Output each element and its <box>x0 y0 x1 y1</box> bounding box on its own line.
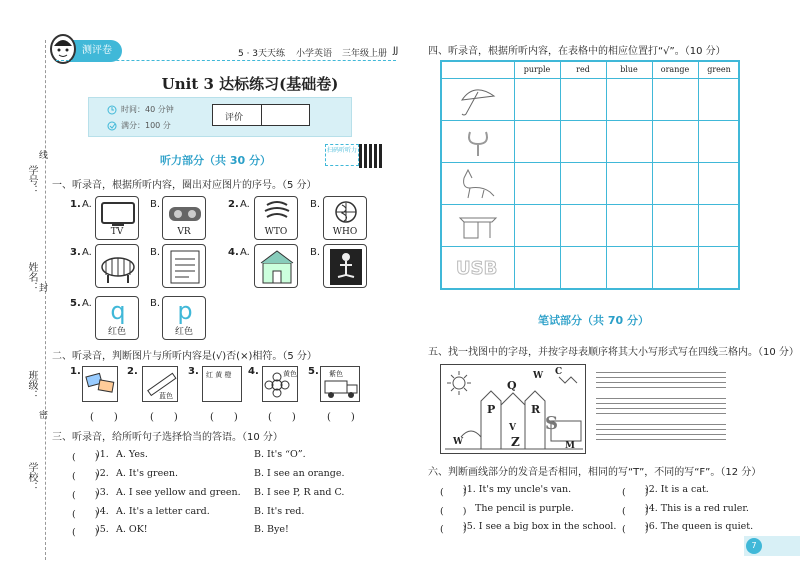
header-subject: 小学英语 <box>296 49 333 59</box>
brand-badge: 测评卷 <box>58 40 122 62</box>
q3-option-b: B. I see an orange. <box>254 468 345 479</box>
who-caption: WHO <box>332 227 358 237</box>
tv-caption: TV <box>110 227 124 237</box>
q3-option-b: B. It's “O”. <box>254 449 306 460</box>
q3-option-a: )4. <box>96 506 109 517</box>
q6-sentence: The pencil is purple. <box>475 503 574 514</box>
q3-paren[interactable]: ( ) <box>72 509 99 520</box>
q1-option-a[interactable]: A. <box>82 199 92 210</box>
eval-box <box>212 104 310 126</box>
q2-title: 二、听录音，判断图片与所听内容是(√)否(×)相符。（5 分） <box>52 351 317 362</box>
zebra-image[interactable] <box>95 244 139 288</box>
hidden-letter: M <box>565 441 575 451</box>
header-grade: 三年级上册 <box>342 49 388 59</box>
seal-mark: 密 <box>37 410 47 419</box>
q6-sentence: )5. I see a big box in the school. <box>463 521 617 532</box>
q2-image-colors <box>202 366 242 402</box>
school-label: 学校： <box>26 462 37 492</box>
written-section-title: 笔试部分（共 70 分） <box>538 314 649 327</box>
q6-paren[interactable]: ( ) <box>440 524 467 535</box>
letter-paper-image[interactable] <box>162 244 206 288</box>
seal-mark: 封 <box>37 283 47 292</box>
letter-hunt-picture <box>440 364 586 454</box>
q6-sentence: )1. It's my uncle's van. <box>463 484 572 495</box>
letter-p: p <box>177 297 193 325</box>
q2-label: 红 黄 橙 <box>206 371 232 379</box>
q3-option-b: B. I see P, R and C. <box>254 487 345 498</box>
q6-title: 六、判断画线部分的发音是否相同，相同的写“T”，不同的写“F”。（12 分） <box>428 467 762 478</box>
q3-option-b: B. It's red. <box>254 506 305 517</box>
q3-paren[interactable]: ( ) <box>72 452 99 463</box>
q3-option-a: A. Yes. <box>116 449 148 460</box>
q6-paren[interactable]: ( ) <box>440 506 467 517</box>
q2-num: 5. <box>308 366 319 377</box>
student-id-label: 学号： <box>26 165 37 195</box>
q1-item-num: 2. <box>228 199 239 210</box>
q2-answer-paren[interactable]: ( ) <box>327 412 355 423</box>
q3-option-a: )1. <box>96 449 109 460</box>
vr-headset-image[interactable] <box>162 196 206 240</box>
col-green: green <box>707 65 731 74</box>
q1-option-b[interactable]: B. <box>150 247 161 258</box>
q6-sentence: )6. The queen is quiet. <box>645 521 754 532</box>
col-orange: orange <box>660 65 690 74</box>
wto-caption: WTO <box>264 227 288 237</box>
q1-option-a[interactable]: A. <box>240 199 250 210</box>
q3-paren[interactable]: ( ) <box>72 490 99 501</box>
page-title: Unit 3 达标练习(基础卷) <box>161 75 339 93</box>
check-icon <box>107 121 117 131</box>
col-blue: blue <box>620 65 638 74</box>
q1-option-b[interactable]: B. <box>150 199 161 210</box>
four-line-writing-area[interactable] <box>596 424 726 440</box>
q5-title: 五、找一找图中的字母，并按字母表顺序将其大小写形式写在四线三格内。（10 分） <box>428 347 799 358</box>
q3-option-a: A. OK! <box>116 524 148 535</box>
tv-image[interactable] <box>95 196 139 240</box>
q2-num: 2. <box>127 366 138 377</box>
q6-paren[interactable]: ( ) <box>440 487 467 498</box>
q3-paren[interactable]: ( ) <box>72 527 99 538</box>
q1-item-num: 1. <box>70 199 81 210</box>
letter-p-caption: 红色 <box>174 327 193 337</box>
hidden-letter: W <box>453 437 464 447</box>
q2-answer-paren[interactable]: ( ) <box>90 412 118 423</box>
q6-paren[interactable]: ( ) <box>622 506 649 517</box>
who-logo-image[interactable] <box>323 196 367 240</box>
desk-icon <box>454 208 502 244</box>
letter-q-caption: 红色 <box>107 327 126 337</box>
hidden-letter: R <box>531 403 541 416</box>
page-number-tab <box>744 536 800 556</box>
q2-image-flower <box>262 366 298 402</box>
hidden-letter: Q <box>507 379 517 392</box>
header-divider <box>56 60 396 61</box>
q3-option-a: A. It's green. <box>116 468 178 479</box>
class-label: 班级： <box>26 370 37 400</box>
q3-option-a: )2. <box>96 468 109 479</box>
four-line-writing-area[interactable] <box>596 398 726 414</box>
hidden-letter: Z <box>511 435 520 449</box>
q3-option-a: )3. <box>96 487 109 498</box>
time-label: 时间：40 分钟 <box>121 105 174 114</box>
q3-option-b: B. Bye! <box>254 524 289 535</box>
hidden-letter: V <box>509 423 516 433</box>
q6-sentence: )4. This is a red ruler. <box>645 503 749 514</box>
binding-line <box>45 40 46 560</box>
q2-label: 紫色 <box>329 370 343 378</box>
score-label: 满分：100 分 <box>121 121 171 130</box>
q1-option-b[interactable]: B. <box>310 247 321 258</box>
q2-answer-paren[interactable]: ( ) <box>150 412 178 423</box>
q2-num: 4. <box>248 366 259 377</box>
letter-q: q <box>110 297 126 325</box>
q3-option-a: )5. <box>96 524 109 535</box>
q3-title: 三、听录音，给所听句子选择恰当的答语。（10 分） <box>52 432 283 443</box>
q1-option-b[interactable]: B. <box>150 298 161 309</box>
q2-label: 蓝色 <box>159 392 173 400</box>
q1-item-num: 5. <box>70 298 81 309</box>
q3-option-a: A. It's a letter card. <box>116 506 210 517</box>
letter-q-card[interactable] <box>95 296 139 340</box>
wto-logo-image[interactable] <box>254 196 298 240</box>
cat-icon <box>454 166 502 202</box>
hidden-letter: W <box>533 371 544 381</box>
page-number: 7 <box>746 538 762 554</box>
q1-option-b[interactable]: B. <box>310 199 321 210</box>
q2-image-truck <box>320 366 360 402</box>
hidden-letter: S <box>545 413 558 434</box>
q6-sentence: )2. It is a cat. <box>645 484 709 495</box>
skeleton-image[interactable] <box>323 244 367 288</box>
q1-title: 一、听录音，根据所听内容，圈出对应图片的序号。（5 分） <box>52 180 317 191</box>
header-edition: JJ <box>393 46 399 56</box>
q3-option-a: A. I see yellow and green. <box>116 487 241 498</box>
header-series: 5 · 3天天练 <box>238 49 286 59</box>
four-line-writing-area[interactable] <box>596 372 726 388</box>
col-red: red <box>576 65 590 74</box>
scan-hint: 扫码听听力 <box>325 144 359 166</box>
q1-option-a[interactable]: A. <box>82 247 92 258</box>
q2-image-cards <box>82 366 118 402</box>
q1-item-num: 3. <box>70 247 81 258</box>
name-label: 姓名： <box>26 262 37 292</box>
listening-section-title: 听力部分（共 30 分） <box>160 154 271 167</box>
q6-paren[interactable]: ( ) <box>622 487 649 498</box>
seal-mark: 线 <box>37 150 47 159</box>
q2-image-ruler <box>142 366 178 402</box>
q2-label: 黄色 <box>283 370 297 378</box>
vr-caption: VR <box>177 227 191 237</box>
letter-p-card[interactable] <box>162 296 206 340</box>
q2-num: 3. <box>188 366 199 377</box>
col-purple: purple <box>523 65 551 74</box>
q2-answer-paren[interactable]: ( ) <box>210 412 238 423</box>
hidden-letter: C <box>555 367 563 377</box>
q3-paren[interactable]: ( ) <box>72 471 99 482</box>
q6-paren[interactable]: ( ) <box>622 524 649 535</box>
q2-num: 1. <box>70 366 81 377</box>
umbrella-icon <box>454 82 502 118</box>
q1-item-num: 4. <box>228 247 239 258</box>
q1-option-a[interactable]: A. <box>82 298 92 309</box>
q4-table <box>440 60 740 290</box>
hidden-letter: P <box>487 403 496 416</box>
q2-answer-paren[interactable]: ( ) <box>268 412 296 423</box>
q4-title: 四、听录音，根据所听内容，在表格中的相应位置打“√”。（10 分） <box>428 46 726 57</box>
usb-icon: USB <box>456 258 498 279</box>
q1-option-a[interactable]: A. <box>240 247 250 258</box>
qr-code-icon[interactable] <box>359 144 383 168</box>
building-image[interactable] <box>254 244 298 288</box>
clock-icon <box>107 105 117 115</box>
eval-label: 评价 <box>225 113 244 123</box>
pretzel-icon <box>456 124 500 160</box>
